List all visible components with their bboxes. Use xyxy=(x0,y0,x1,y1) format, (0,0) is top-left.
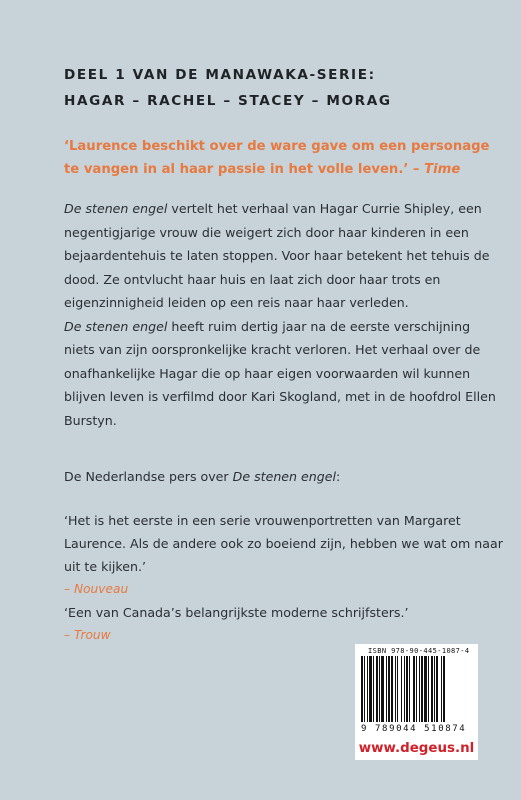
barcode-bar xyxy=(441,656,442,722)
description-text-2: heeft ruim dertig jaar na de eerste verschijning niets van zijn oorspronkelijke kracht verloren. Het verhaal over de onafhankelijke Hagar die op haar eigen voorwaarden wil kunnen blijven leven is verfilmd door Kari Skogland, met in de hoofdrol Ellen Burstyn. xyxy=(64,318,496,428)
description-paragraph-1 xyxy=(64,197,504,315)
barcode-bar xyxy=(386,656,387,722)
barcode-bar xyxy=(373,656,374,722)
barcode-bar xyxy=(416,656,417,722)
description-text-1: vertelt het verhaal van Hagar Currie Shipley, een negentigjarige vrouw die weigert zich door haar kinderen in een bejaardentehuis te laten stoppen. Voor haar betekent het tehuis de dood. Ze ontvlucht haar huis en laat zich door haar trots en eigenzinnigheid leiden op een reis naar haar verleden. xyxy=(64,201,490,310)
book-title: De stenen engel xyxy=(64,318,168,334)
highlight-quote-line-2: te vangen in al haar passie in het volle leven.’ – xyxy=(64,162,420,177)
barcode-bar xyxy=(381,656,384,722)
barcode-bar xyxy=(421,656,423,722)
press-quote-source: – Nouveau xyxy=(64,582,129,596)
barcode-digits: 9 789044 510874 xyxy=(361,724,467,734)
barcode-bar xyxy=(401,656,402,722)
barcode-bar xyxy=(395,656,396,722)
barcode-bar xyxy=(404,656,405,722)
barcode-bar xyxy=(376,656,378,722)
barcode-bar xyxy=(391,656,393,722)
series-line-2: HAGAR – RACHEL – STACEY – MORAG xyxy=(64,93,392,109)
highlight-quote-source: Time xyxy=(424,162,461,177)
press-quote-text: ‘Het is het eerste in een serie vrouwenportretten van Margaret Laurence. Als de andere ook zo boeiend zijn, hebben we wat om naar uit te kijken.’ xyxy=(64,513,503,574)
barcode-bar xyxy=(431,656,433,722)
book-title: De stenen engel xyxy=(64,201,168,216)
press-intro-text: De Nederlandse pers over xyxy=(64,469,233,484)
description-paragraph-2 xyxy=(64,315,504,433)
barcode-bar xyxy=(413,656,415,722)
press-intro-colon: : xyxy=(336,469,341,484)
press-quote-1 xyxy=(64,509,504,601)
description xyxy=(64,197,504,432)
series-line-1: DEEL 1 VAN DE MANAWAKA-SERIE: xyxy=(64,67,376,83)
press-intro xyxy=(64,469,340,484)
highlight-quote xyxy=(64,135,494,181)
barcode-bar xyxy=(428,656,429,722)
barcode-bar xyxy=(379,656,380,722)
isbn-number: ISBN 978-90-445-1087-4 xyxy=(368,647,470,655)
barcode-bar xyxy=(369,656,372,722)
press-intro-title: De stenen engel xyxy=(232,469,337,484)
barcode-bar xyxy=(409,656,410,722)
publisher-website: www.degeus.nl xyxy=(355,740,478,760)
barcode-bar xyxy=(419,656,420,722)
barcode-bar xyxy=(367,656,368,722)
press-quote-text: ‘Een van Canada’s belangrijkste moderne schrijfsters.’ xyxy=(64,605,409,620)
barcode-bar xyxy=(361,656,363,722)
barcode-bar xyxy=(397,656,398,722)
highlight-quote-line-1: ‘Laurence beschikt over de ware gave om een personage xyxy=(64,139,490,154)
barcode-bar xyxy=(406,656,408,722)
barcode-bar xyxy=(388,656,390,722)
barcode-bar xyxy=(436,656,438,722)
press-quote-2 xyxy=(64,601,504,647)
series-heading xyxy=(64,62,392,114)
barcode-bar xyxy=(443,656,445,722)
barcode-bar xyxy=(424,656,427,722)
barcode-bar xyxy=(434,656,435,722)
press-quote-source: – Trouw xyxy=(64,628,111,642)
barcode-bar xyxy=(364,656,365,722)
